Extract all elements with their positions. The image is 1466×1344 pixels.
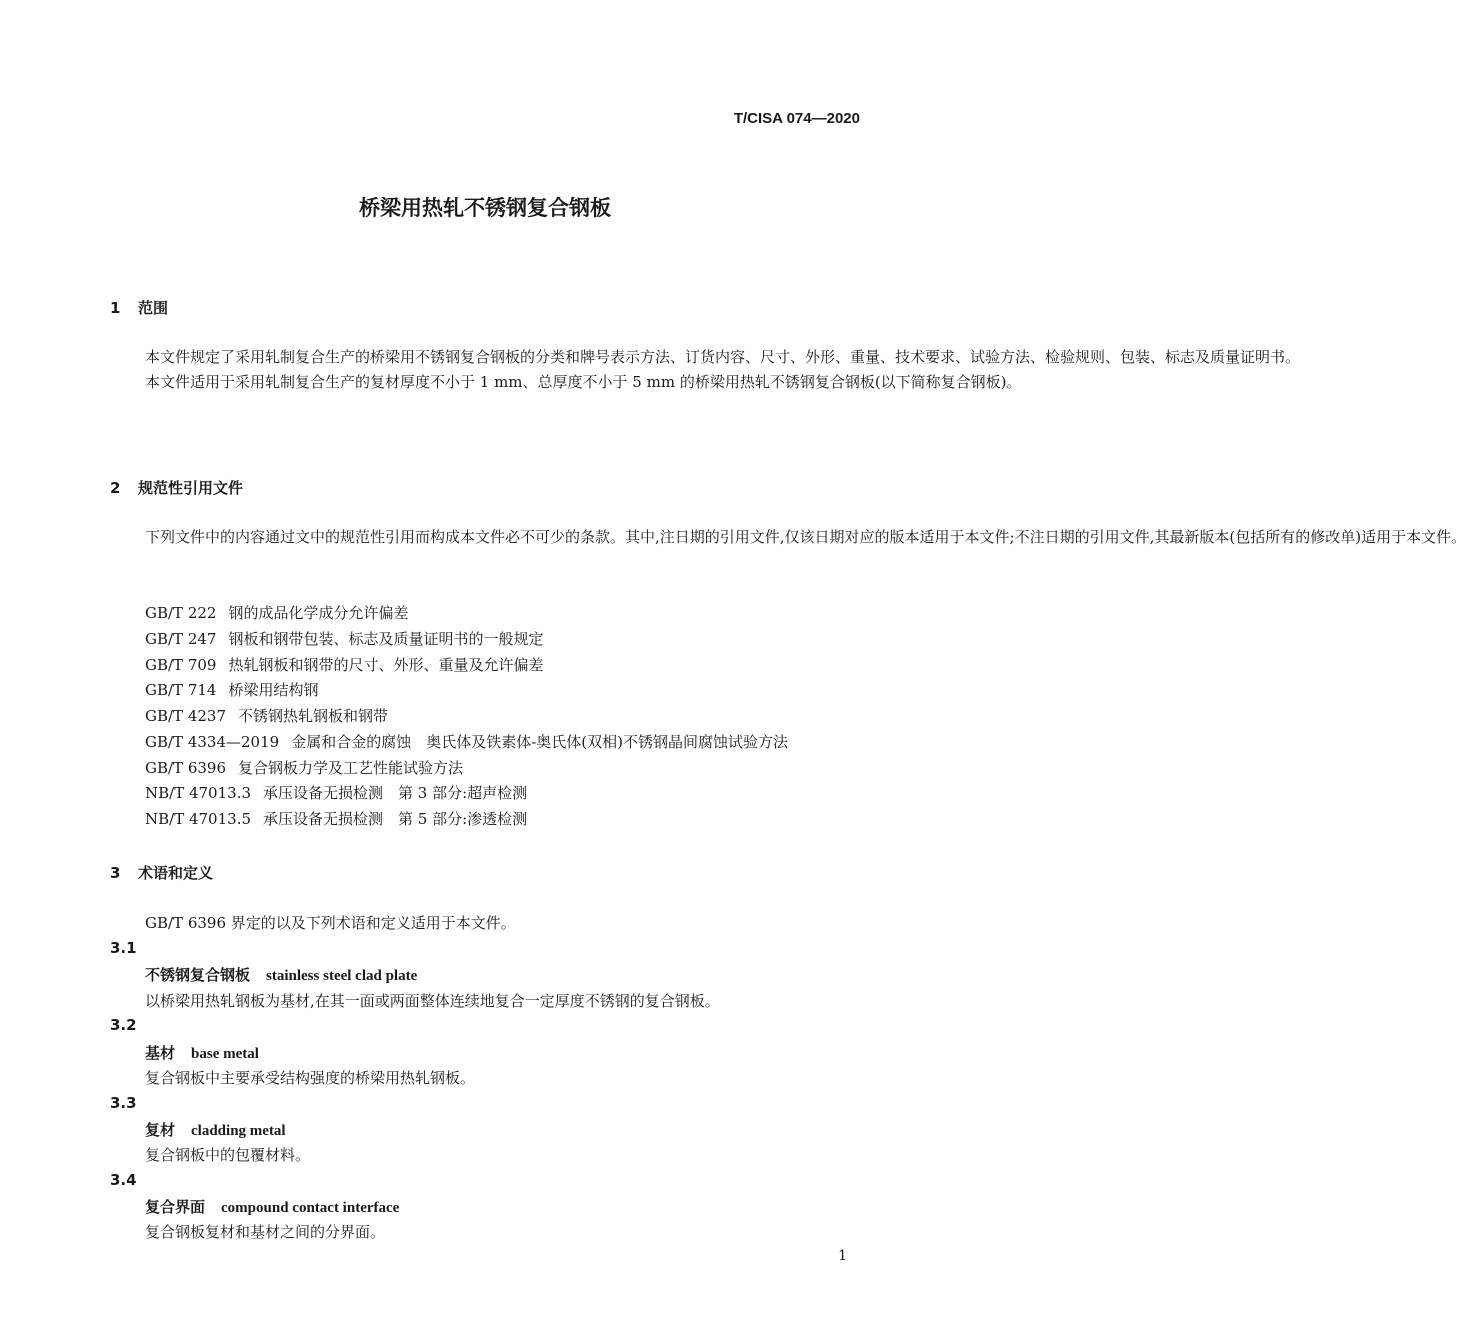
reference-item [145,704,388,729]
term-zh: 不锈钢复合钢板 [145,966,251,984]
term-definition: 复合钢板中的包覆材料。 [145,1146,311,1164]
reference-title: 热轧钢板和钢带的尺寸、外形、重量及允许偏差 [228,656,544,674]
section-number: 3 [110,864,121,882]
paragraph: 本文件适用于采用轧制复合生产的复材厚度不小于 1 mm、总厚度不小于 5 mm 的桥梁用热轧不锈钢复合钢板(以下简称复合钢板)。 [145,373,1022,391]
term-en: compound contact interface [221,1200,400,1216]
term-definition: 复合钢板中主要承受结构强度的桥梁用热轧钢板。 [145,1069,476,1087]
term-zh: 复材 [145,1121,176,1139]
reference-code: NB/T 47013.3 [145,784,252,802]
term-name [145,1119,286,1140]
reference-title: 钢的成品化学成分允许偏差 [228,604,409,622]
reference-item [145,627,543,652]
reference-item [145,807,527,832]
reference-item [145,781,527,806]
reference-code: GB/T 222 [145,604,217,622]
paragraph: 本文件规定了采用轧制复合生产的桥梁用不锈钢复合钢板的分类和牌号表示方法、订货内容、尺寸、外形、重量、技术要求、试验方法、检验规则、包装、标志及质量证明书。 [145,348,1301,366]
section-title: 规范性引用文件 [138,479,244,497]
section-title: 术语和定义 [138,864,214,882]
term-name [145,1042,259,1063]
section-2-body [111,525,1466,550]
document-title: 桥梁用热轧不锈钢复合钢板 [359,196,611,220]
section-3-heading [110,862,213,883]
reference-code: GB/T 714 [145,681,217,699]
term-en: base metal [191,1046,259,1062]
reference-item [145,756,463,781]
reference-title: 承压设备无损检测 第 3 部分:超声检测 [263,784,528,802]
section-1-heading [110,297,168,318]
reference-item [145,653,543,678]
term-zh: 复合界面 [145,1198,206,1216]
term-number: 3.2 [110,1016,137,1034]
reference-item [145,678,318,703]
section-number: 2 [110,479,121,497]
reference-code: GB/T 6396 [145,759,227,777]
reference-title: 钢板和钢带包装、标志及质量证明书的一般规定 [228,630,544,648]
reference-code: GB/T 4237 [145,707,227,725]
term-en: stainless steel clad plate [266,968,418,984]
reference-code: NB/T 47013.5 [145,810,252,828]
section-2-heading [110,477,243,498]
reference-title: 不锈钢热轧钢板和钢带 [238,707,389,725]
term-name [145,1196,399,1217]
reference-title: 桥梁用结构钢 [228,681,319,699]
page-number: 1 [838,1248,847,1264]
section-number: 1 [110,299,121,317]
paragraph: 下列文件中的内容通过文中的规范性引用而构成本文件必不可少的条款。其中,注日期的引用文件,仅该日期对应的版本适用于本文件;不注日期的引用文件,其最新版本(包括所有的修改单)适用于本文件。 [145,528,1466,546]
term-number: 3.1 [110,939,137,957]
document-number: T/CISA 074—2020 [733,110,860,127]
reference-code: GB/T 709 [145,656,217,674]
section-title: 范围 [138,299,169,317]
reference-code: GB/T 247 [145,630,217,648]
term-definition: 以桥梁用热轧钢板为基材,在其一面或两面整体连续地复合一定厚度不锈钢的复合钢板。 [145,992,720,1010]
reference-title: 复合钢板力学及工艺性能试验方法 [238,759,464,777]
reference-item [145,601,408,626]
term-en: cladding metal [191,1123,286,1139]
term-name [145,964,417,985]
reference-code: GB/T 4334—2019 [145,733,280,751]
term-zh: 基材 [145,1044,176,1062]
reference-title: 承压设备无损检测 第 5 部分:渗透检测 [263,810,528,828]
term-number: 3.3 [110,1094,137,1112]
reference-title: 金属和合金的腐蚀 奥氏体及铁素体-奥氏体(双相)不锈钢晶间腐蚀试验方法 [291,733,788,751]
section-3-intro: GB/T 6396 界定的以及下列术语和定义适用于本文件。 [145,914,516,932]
section-1-body [111,345,1301,395]
term-number: 3.4 [110,1171,137,1189]
term-definition: 复合钢板复材和基材之间的分界面。 [145,1223,386,1241]
reference-item [145,730,788,755]
